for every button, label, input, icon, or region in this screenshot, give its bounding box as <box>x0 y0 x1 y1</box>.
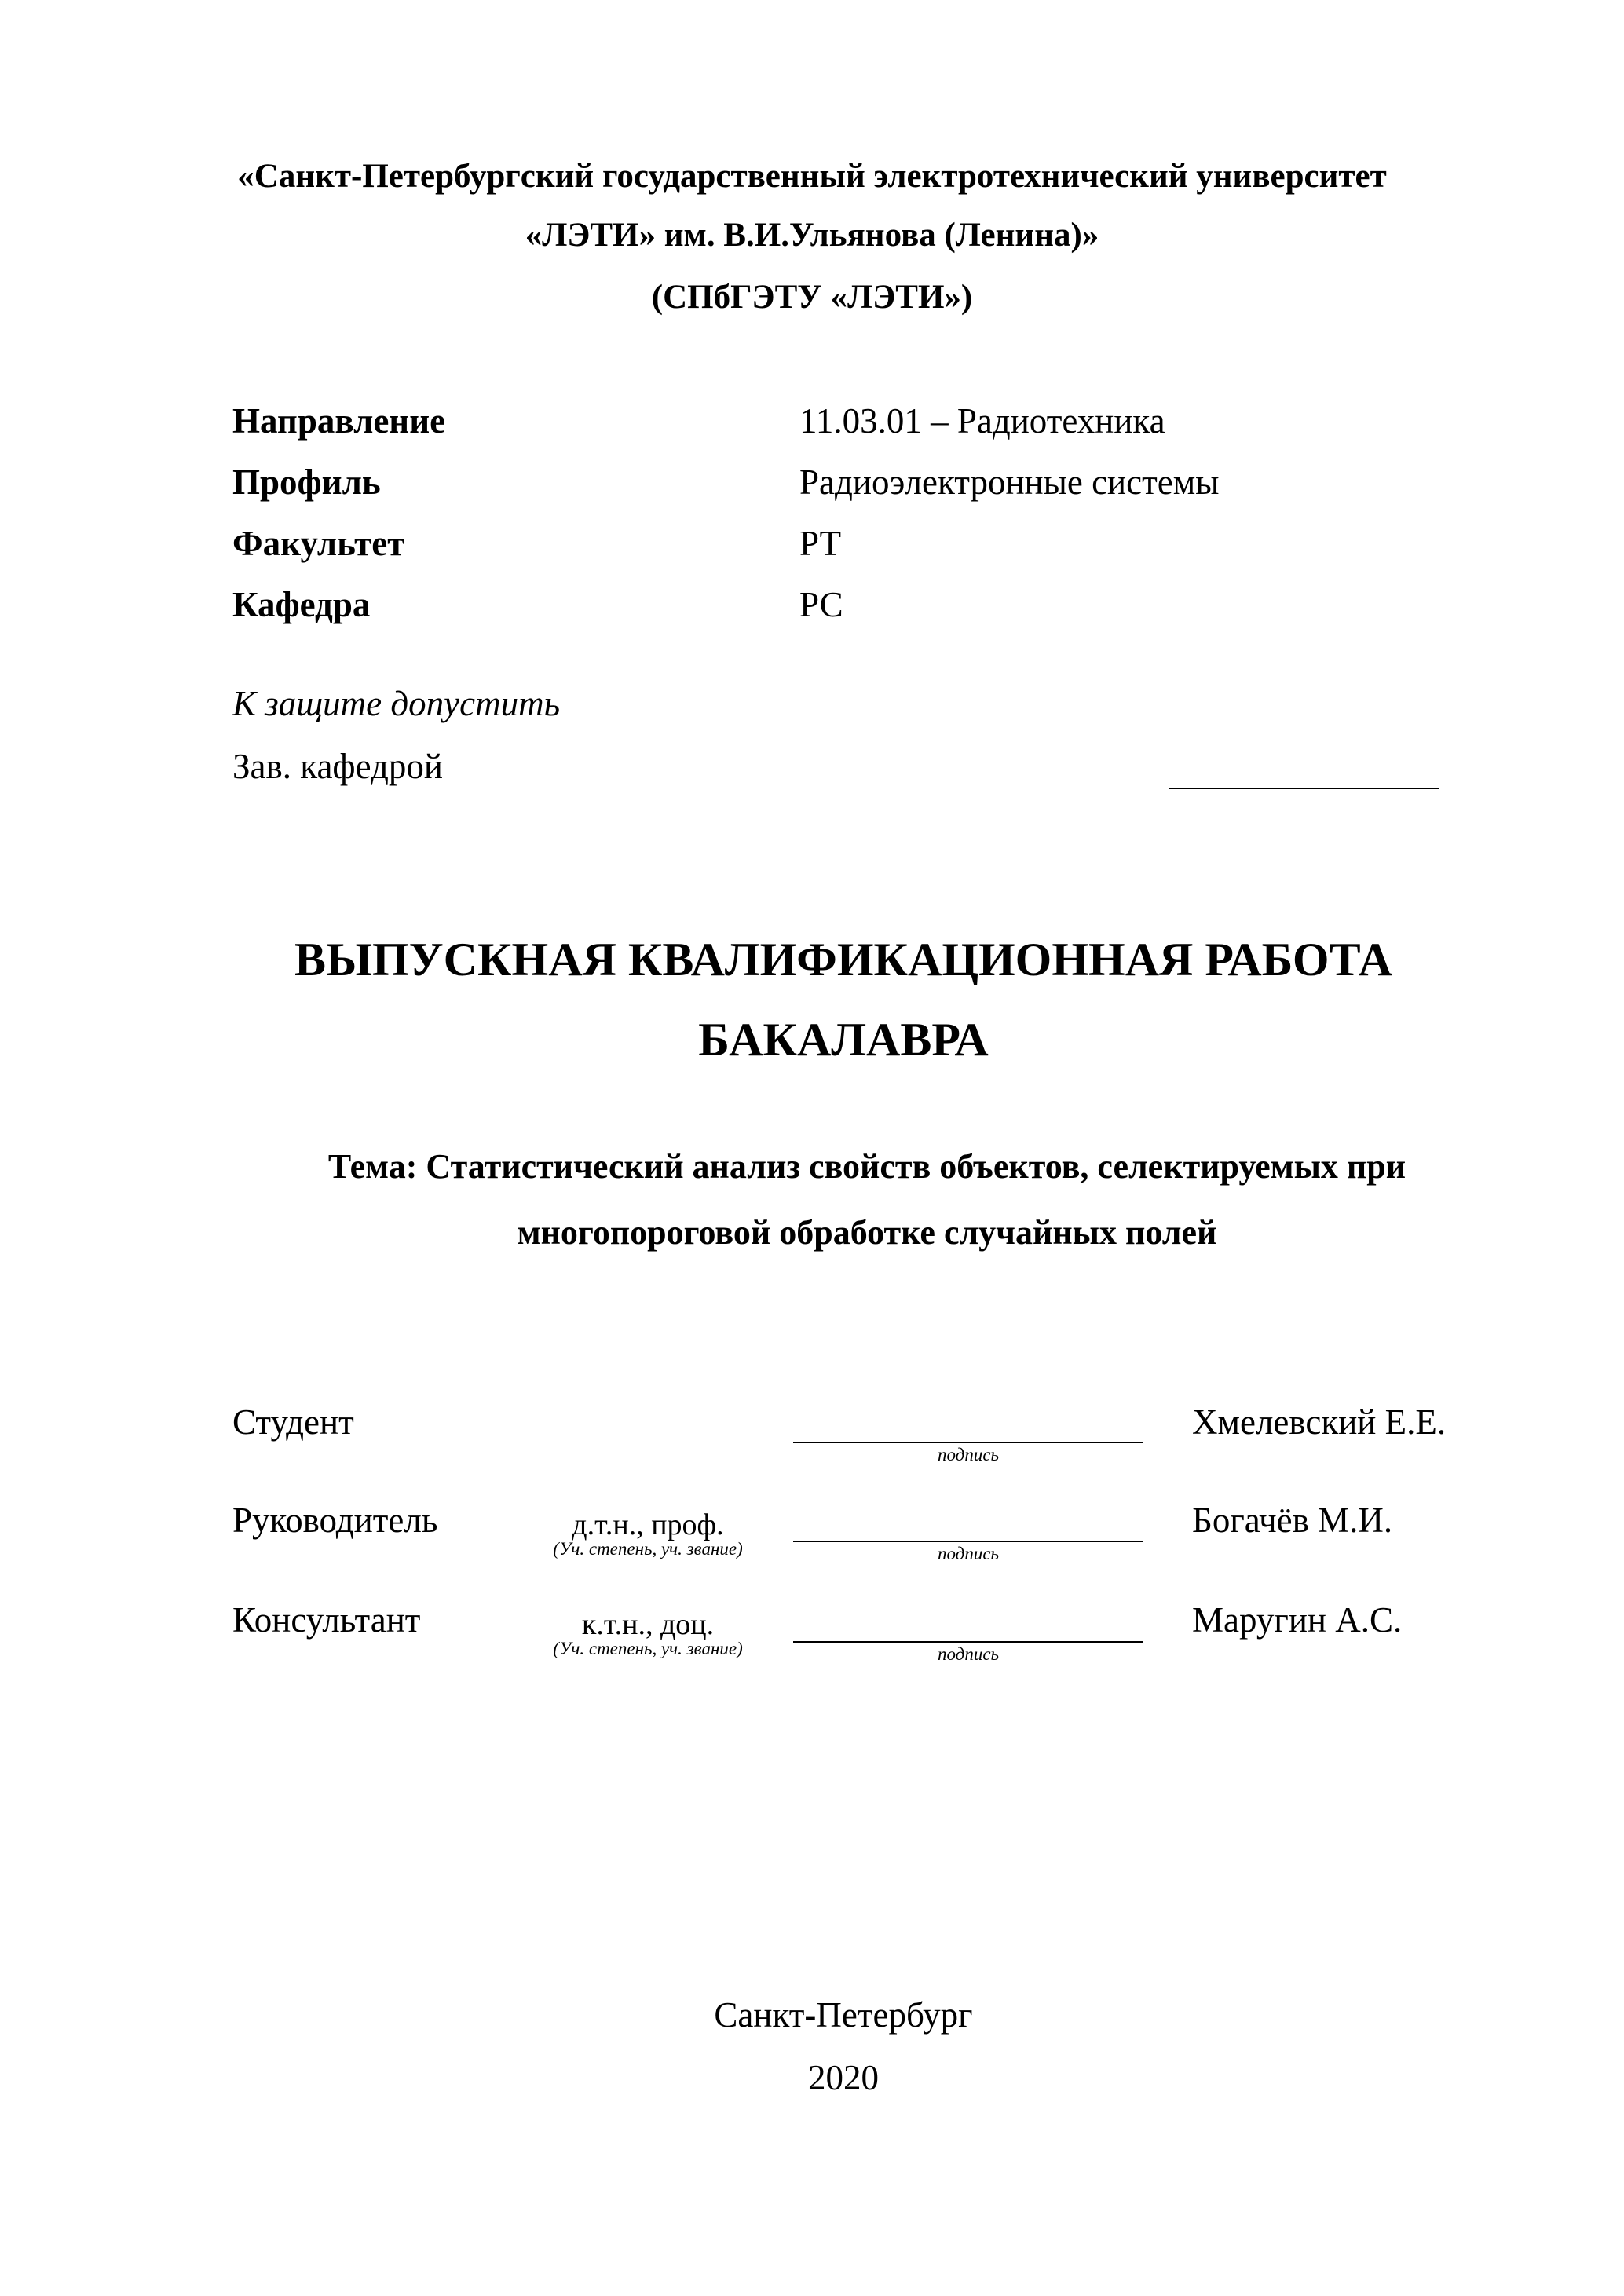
department-head-signature-line <box>1169 788 1439 789</box>
signature-line-student <box>793 1442 1143 1443</box>
info-value-direction: 11.03.01 – Радиотехника <box>799 401 1165 441</box>
info-label-profile: Профиль <box>232 462 381 502</box>
university-name-line2: «ЛЭТИ» им. В.И.Ульянова (Ленина)» <box>525 217 1099 254</box>
university-name-line1: «Санкт-Петербургский государственный электротехнический университет <box>237 158 1387 195</box>
info-value-faculty: РТ <box>799 524 842 563</box>
university-abbreviation: (СПбГЭТУ «ЛЭТИ») <box>651 279 973 316</box>
signature-hint-supervisor: подпись <box>937 1544 999 1563</box>
signature-role-supervisor: Руководитель <box>232 1501 438 1540</box>
signature-name-consultant: Маругин А.С. <box>1192 1600 1403 1640</box>
signature-line-supervisor <box>793 1541 1143 1542</box>
signature-role-consultant: Консультант <box>232 1600 421 1640</box>
signature-line-consultant <box>793 1641 1143 1643</box>
signature-degree-hint-supervisor: (Уч. степень, уч. звание) <box>553 1539 743 1559</box>
footer-year: 2020 <box>808 2058 879 2097</box>
footer-city: Санкт-Петербург <box>714 1995 973 2035</box>
signature-degree-supervisor: д.т.н., проф. <box>572 1508 724 1541</box>
info-label-department: Кафедра <box>232 585 371 624</box>
department-head-label: Зав. кафедрой <box>232 747 443 786</box>
signature-hint-student: подпись <box>937 1445 999 1464</box>
theme-line2: многопороговой обработке случайных полей <box>517 1213 1217 1252</box>
signature-degree-hint-consultant: (Уч. степень, уч. звание) <box>553 1639 743 1658</box>
info-value-department: РС <box>799 585 843 624</box>
signature-name-student: Хмелевский Е.Е. <box>1192 1402 1447 1442</box>
signature-name-supervisor: Богачёв М.И. <box>1192 1501 1393 1540</box>
admission-text: К защите допустить <box>232 684 561 723</box>
work-title-line1: ВЫПУСКНАЯ КВАЛИФИКАЦИОННАЯ РАБОТА <box>294 934 1392 985</box>
work-title-line2: БАКАЛАВРА <box>698 1014 989 1066</box>
theme-line1: Тема: Статистический анализ свойств объектов, селектируемых при <box>327 1147 1406 1186</box>
info-label-direction: Направление <box>232 401 446 441</box>
signature-role-student: Студент <box>232 1402 354 1442</box>
info-label-faculty: Факультет <box>232 524 405 563</box>
info-value-profile: Радиоэлектронные системы <box>799 462 1220 502</box>
signature-hint-consultant: подпись <box>937 1644 999 1664</box>
signature-degree-consultant: к.т.н., доц. <box>581 1608 715 1641</box>
